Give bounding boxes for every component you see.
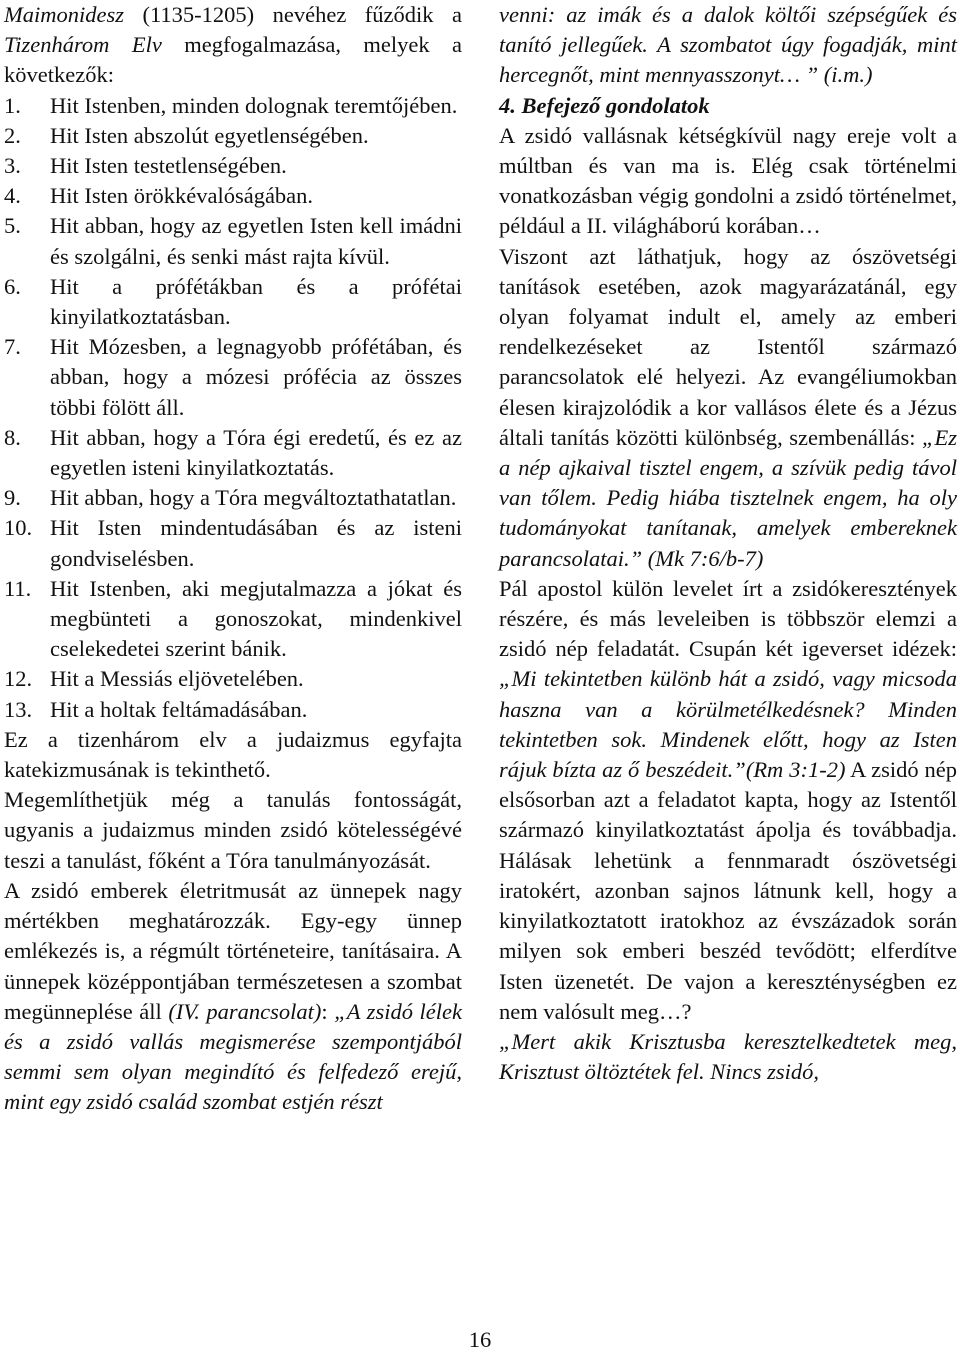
principle-text: Hit abban, hogy a Tóra megváltoztathatatlan. — [50, 485, 457, 511]
paragraph-unnepek-text: A zsidó emberek életritmusát az ünnepek nagy mértékben meghatározzák. Egy-egy ünnep emlékezés is, a régmúlt történeteire, tanításaira. A ünnepek középpontjában természetesen a szombat megünneplése áll — [4, 877, 462, 1024]
principle-item — [4, 211, 462, 271]
principle-number: 3. — [4, 153, 21, 179]
quote-continuation: venni: az imák és a dalok költői szépségűek és tanító jellegűek. A szombatot úgy fogadják, mint hercegnőt, mint mennyasszonyt… ” (i.m.) — [499, 2, 957, 88]
principle-item — [4, 151, 462, 181]
principle-text: Hit Isten abszolút egyetlenségében. — [50, 122, 369, 148]
parancsolat-reference: (IV. parancsolat) — [168, 998, 322, 1024]
principle-text: Hit abban, hogy az egyetlen Isten kell imádni és szolgálni, és senki mást rajta kívül. — [50, 213, 462, 269]
principle-number: 9. — [4, 485, 21, 511]
intro-name: Maimonidesz — [4, 2, 124, 27]
paragraph-viszont-text: Viszont azt láthatjuk, hogy az ószövetségi tanítások esetében, azok magyarázatánál, egy olyan folyamat indult el, amely az emberi rendelkezéseket az Istentől származó parancsolatok elé helyezi. Az evangéliumokban élesen kirajzolódik a kor vallásos élete és a Jézus általi tanítás közötti különbség, szembenállás: — [499, 243, 957, 450]
principle-text: Hit a Messiás eljövetelében. — [50, 666, 304, 692]
paragraph-pal-text: Pál apostol külön levelet írt a zsidókeresztények részére, és más leveleiben is többször elemzi a zsidó nép feladatát. Csupán két igeverset idézek: — [499, 575, 957, 662]
principle-number: 11. — [4, 575, 32, 601]
quote-gal: „Mert akik Krisztusba keresztelkedtetek meg, Krisztust öltöztétek fel. Nincs zsidó, — [499, 1028, 957, 1085]
principle-item — [4, 91, 462, 121]
principle-number: 1. — [4, 92, 21, 118]
section-heading: 4. Befejező gondolatok — [499, 92, 710, 118]
intro-text-end: megfogalmazása, melyek a következők: — [4, 32, 462, 88]
principle-text: Hit Mózesben, a legnagyobb prófétában, és abban, hogy a mózesi prófécia az összes többi fölött áll. — [50, 334, 462, 420]
intro-text: (1135-1205) nevéhez fűződik a — [124, 2, 462, 27]
quote-szombat: „A zsidó lélek és a zsidó vallás megismerése szempontjából semmi sem olyan megindító és felfedező erejű, mint egy zsidó család szombat estjén részt — [4, 998, 462, 1115]
principles-list — [4, 91, 462, 725]
paragraph-tanulas: Megemlíthetjük még a tanulás fontosságát, ugyanis a judaizmus minden zsidó kötelességévé teszi a tanulást, főként a Tóra tanulmányozását. — [4, 787, 462, 873]
principle-item — [4, 332, 462, 423]
paragraph-pal-text-end: A zsidó nép elsősorban azt a feladatot kapta, hogy az Istentől származó kinyilatkoztatást ápolja és továbbadja. Hálásak lehetünk a fennmaradt ószövetségi iratokért, azonban sajnos látnunk kell, hogy a kinyilatkoztatott iratokhoz az évszázadok során milyen sok emberi beszéd tevődött; elferdítve Isten üzenetét. De vajon a kereszténységben ez nem valósult meg…? — [499, 757, 957, 1024]
principle-number: 2. — [4, 122, 21, 148]
principle-text: Hit Isten testetlenségében. — [50, 153, 287, 179]
principle-text: Hit a holtak feltámadásában. — [50, 696, 308, 722]
paragraph-pal — [499, 574, 957, 1027]
intro-title: Tizenhárom Elv — [4, 32, 162, 58]
principle-text: Hit a prófétákban és a prófétai kinyilatkoztatásban. — [50, 273, 462, 330]
principle-text: Hit abban, hogy a Tóra égi eredetű, és ez az egyetlen isteni kinyilatkoztatás. — [50, 424, 462, 481]
paragraph-katekizmus: Ez a tizenhárom elv a judaizmus egyfajta katekizmusának is tekinthető. — [4, 726, 462, 783]
intro-paragraph — [4, 0, 462, 91]
principle-number: 6. — [4, 273, 21, 299]
principle-item — [4, 664, 462, 694]
paragraph-viszont — [499, 242, 957, 574]
principle-item — [4, 181, 462, 211]
page-number: 16 — [468, 1327, 492, 1352]
principle-number: 10. — [4, 515, 33, 541]
principle-text: Hit Isten örökkévalóságában. — [50, 183, 314, 209]
left-column — [4, 0, 462, 1118]
principle-number: 5. — [4, 213, 21, 239]
principle-item — [4, 513, 462, 573]
principle-number: 8. — [4, 424, 21, 450]
principle-item — [4, 423, 462, 483]
quote-rm: „Mi tekintetben különb hát a zsidó, vagy micsoda haszna van a körülmetélkedésnek? Minden tekintetben sok. Mindenek előtt, hogy az Isten rájuk bízta az ő beszédeit.”(Rm 3:1-2) — [499, 666, 957, 783]
principle-item — [4, 272, 462, 332]
colon: : — [321, 998, 335, 1024]
quote-mk: „Ez a nép ajkaival tisztel engem, a szívük pedig távol van tőlem. Pedig hiába tisztelnek engem, ha oly tudományokat tanítanak, amelyek embereknek parancsolatai.” (Mk 7:6/b-7) — [499, 424, 957, 571]
paragraph-unnepek — [4, 876, 462, 1118]
principle-item — [4, 574, 462, 665]
paragraph-ereje: A zsidó vallásnak kétségkívül nagy ereje volt a múltban és van ma is. Elég csak történelmi vonatkozásban végig gondolni a zsidó történelmet, például a II. világháború korában… — [499, 122, 957, 239]
principle-text: Hit Istenben, minden dolognak teremtőjében. — [50, 92, 458, 118]
principle-item — [4, 121, 462, 151]
principle-number: 13. — [4, 696, 33, 722]
principle-text: Hit Isten mindentudásában és az isteni gondviselésben. — [50, 515, 462, 571]
principle-item — [4, 695, 462, 725]
principle-item — [4, 483, 462, 513]
principle-number: 4. — [4, 183, 21, 209]
principle-text: Hit Istenben, aki megjutalmazza a jókat és megbünteti a gonoszokat, mindenkivel cselekedetei szerint bánik. — [50, 575, 462, 662]
principle-number: 7. — [4, 334, 21, 360]
right-column — [499, 0, 957, 1087]
principle-number: 12. — [4, 666, 33, 692]
